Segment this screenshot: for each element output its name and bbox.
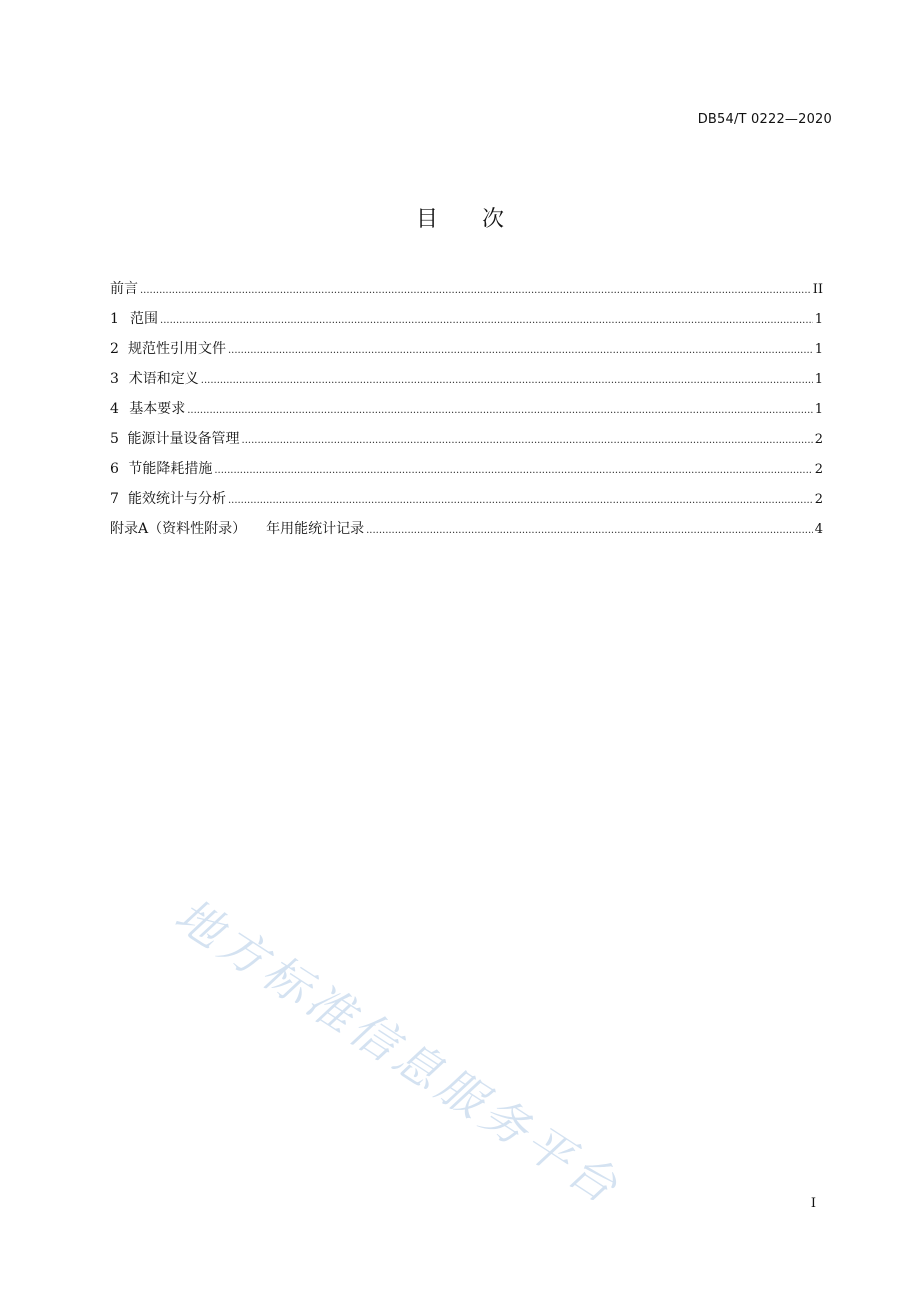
toc-item-normative-references[interactable]	[110, 338, 823, 368]
toc-item-terms-definitions[interactable]	[110, 368, 823, 398]
toc-item-appendix-a[interactable]	[110, 518, 823, 548]
toc-leader-dots	[242, 430, 813, 452]
toc-item-number: 5	[110, 431, 119, 447]
toc-leader-dots	[201, 370, 813, 392]
appendix-designation: 附录A（资料性附录）	[110, 521, 247, 537]
toc-item-label: 术语和定义	[128, 371, 199, 387]
toc-item-number: 4	[110, 401, 119, 417]
toc-item-label: 基本要求	[129, 401, 186, 417]
toc-item-number: 6	[110, 461, 119, 477]
toc-item-label: 前言	[110, 281, 138, 297]
title-part-2: 次	[482, 207, 505, 232]
toc-item-page: 1	[814, 312, 823, 327]
page-title	[0, 202, 920, 233]
toc-item-label: 规范性引用文件	[127, 341, 226, 357]
toc-item-foreword[interactable]	[110, 278, 823, 308]
toc-appendix-label	[110, 518, 364, 540]
toc-leader-dots	[366, 520, 813, 542]
toc-item-page: 1	[814, 402, 823, 417]
toc-leader-dots	[214, 460, 812, 482]
toc-leader-dots	[228, 340, 813, 362]
toc-item-number: 7	[110, 491, 119, 507]
toc-item-page: 2	[814, 462, 823, 477]
toc-leader-dots	[187, 400, 813, 422]
toc-item-energy-saving[interactable]	[110, 458, 823, 488]
appendix-title: 年用能统计记录	[266, 521, 365, 537]
toc-item-basic-requirements[interactable]	[110, 398, 823, 428]
toc-item-label: 节能降耗措施	[128, 461, 213, 477]
toc-item-page: 4	[814, 522, 823, 537]
toc-item-page: II	[812, 282, 823, 297]
table-of-contents	[110, 278, 823, 548]
toc-item-number: 3	[110, 371, 119, 387]
toc-item-page: 1	[814, 372, 823, 387]
toc-leader-dots	[160, 310, 813, 332]
title-part-1: 目	[415, 207, 438, 232]
page-number: I	[810, 1196, 816, 1211]
toc-item-page: 1	[814, 342, 823, 357]
toc-item-label: 能效统计与分析	[127, 491, 226, 507]
toc-item-number: 2	[110, 341, 119, 357]
toc-leader-dots	[140, 280, 811, 302]
toc-item-page: 2	[814, 492, 823, 507]
toc-item-label: 范围	[130, 311, 159, 327]
toc-item-efficiency-statistics[interactable]	[110, 488, 823, 518]
toc-item-number: 1	[110, 311, 119, 327]
toc-item-label: 能源计量设备管理	[127, 431, 240, 447]
toc-leader-dots	[228, 490, 813, 512]
toc-item-energy-metering[interactable]	[110, 428, 823, 458]
toc-item-scope[interactable]	[110, 308, 823, 338]
watermark: 地方标准信息服务平台	[165, 887, 632, 1217]
standard-code: DB54/T 0222—2020	[697, 112, 832, 127]
toc-item-page: 2	[814, 432, 823, 447]
